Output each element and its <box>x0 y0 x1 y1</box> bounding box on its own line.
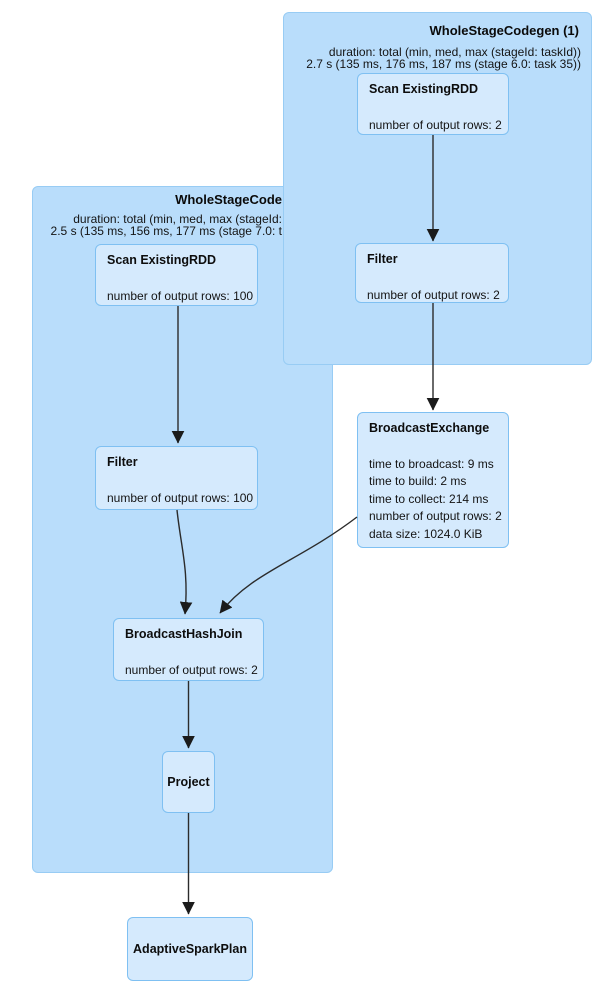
plan-node-scan-existingrdd-right <box>357 73 509 135</box>
node-metric: time to collect: 214 ms <box>369 491 489 506</box>
cluster-title: WholeStageCode <box>175 192 282 207</box>
plan-node-broadcast-hash-join <box>113 618 264 681</box>
node-metric: number of output rows: 100 <box>107 491 254 505</box>
plan-node-filter-left <box>95 446 258 510</box>
node-metric: number of output rows: 2 <box>369 509 502 524</box>
node-title: BroadcastExchange <box>369 421 490 435</box>
cluster-title: WholeStageCodegen (1) <box>429 23 579 38</box>
plan-node-scan-existingrdd-left <box>95 244 258 306</box>
duration-line: duration: total (min, med, max (stageId: taskId)) <box>328 45 581 59</box>
plan-node-broadcast-exchange <box>357 412 509 548</box>
node-metric: number of output rows: 2 <box>367 288 500 302</box>
node-title: Scan ExistingRDD <box>107 253 217 267</box>
node-metric: number of output rows: 100 <box>107 289 254 303</box>
cluster-duration <box>51 213 282 238</box>
node-metric: time to broadcast: 9 ms <box>369 457 494 471</box>
node-title: AdaptiveSparkPlan <box>133 942 247 956</box>
node-metric: number of output rows: 2 <box>125 663 258 677</box>
plan-node-project <box>162 751 215 813</box>
node-metric: data size: 1024.0 KiB <box>369 526 483 541</box>
node-title: BroadcastHashJoin <box>125 627 243 641</box>
duration-line: 2.7 s (135 ms, 176 ms, 187 ms (stage 6.0: task 35)) <box>306 57 581 72</box>
duration-line: duration: total (min, med, max (stageId: <box>73 212 282 226</box>
duration-line: 2.5 s (135 ms, 156 ms, 177 ms (stage 7.0: t <box>50 224 282 239</box>
plan-node-adaptive-spark-plan <box>127 917 253 981</box>
node-metric: number of output rows: 2 <box>369 118 502 132</box>
node-title: Project <box>167 775 210 789</box>
cluster-wholestagecodegen-1 <box>283 12 592 365</box>
cluster-duration <box>306 46 581 71</box>
node-title: Scan ExistingRDD <box>369 82 479 96</box>
node-metric: time to build: 2 ms <box>369 474 467 489</box>
node-title: Filter <box>107 455 138 469</box>
plan-node-filter-right <box>355 243 509 303</box>
node-title: Filter <box>367 252 398 266</box>
